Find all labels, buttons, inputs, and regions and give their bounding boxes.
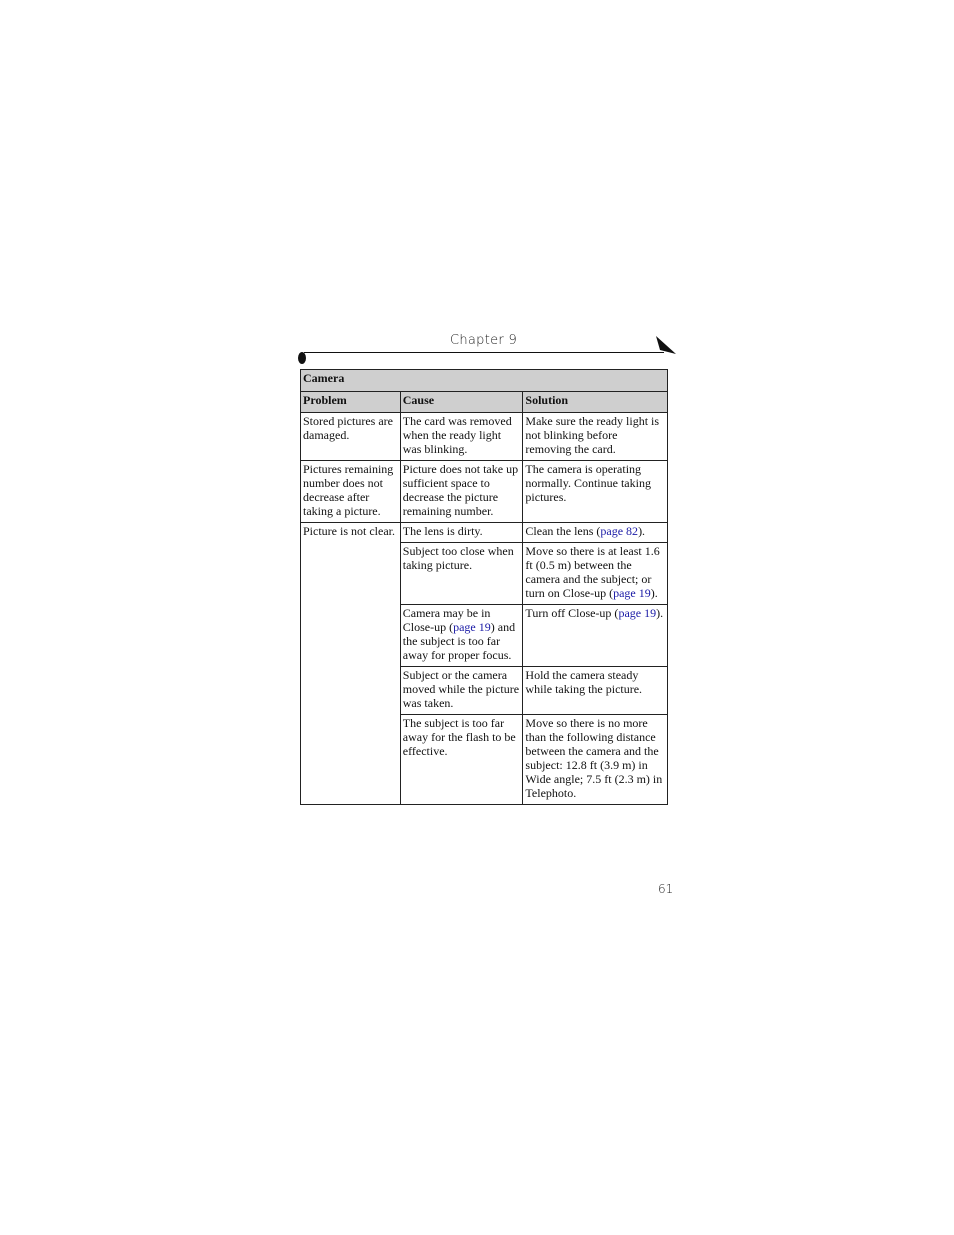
solution-text: ). bbox=[650, 586, 658, 600]
solution-text: Clean the lens ( bbox=[525, 524, 601, 538]
solution-cell bbox=[523, 543, 668, 605]
cause-cell: The subject is too far away for the flash to be effective. bbox=[400, 715, 523, 805]
problem-cell: Picture is not clear. bbox=[301, 523, 401, 805]
table-row bbox=[301, 413, 668, 461]
solution-text: Turn off Close-up ( bbox=[525, 606, 619, 620]
cause-cell bbox=[400, 605, 523, 667]
cause-text: Camera may be in Close-up ( bbox=[402, 606, 491, 634]
column-header-cause: Cause bbox=[400, 392, 523, 413]
solution-cell: Make sure the ready light is not blinking before removing the card. bbox=[523, 413, 668, 461]
troubleshooting-table bbox=[300, 369, 668, 805]
cause-cell: Subject too close when taking picture. bbox=[400, 543, 523, 605]
problem-cell: Pictures remaining number does not decrease after taking a picture. bbox=[301, 461, 401, 523]
cause-cell: The lens is dirty. bbox=[400, 523, 523, 543]
header-rule bbox=[304, 352, 664, 353]
problem-cell: Stored pictures are damaged. bbox=[301, 413, 401, 461]
solution-text: Move so there is at least 1.6 ft (0.5 m) between the camera and the subject; or turn on Close-up ( bbox=[525, 544, 660, 600]
cause-cell: Subject or the camera moved while the picture was taken. bbox=[400, 667, 523, 715]
cause-text: ) and the subject is too far away for proper focus. bbox=[402, 620, 516, 662]
solution-cell: The camera is operating normally. Continue taking pictures. bbox=[523, 461, 668, 523]
column-header-problem: Problem bbox=[301, 392, 401, 413]
page-link[interactable]: page 82 bbox=[600, 524, 639, 538]
table-row bbox=[301, 523, 668, 543]
cause-cell: Picture does not take up sufficient space to decrease the picture remaining number. bbox=[400, 461, 523, 523]
solution-cell: Hold the camera steady while taking the picture. bbox=[523, 667, 668, 715]
table-section-row bbox=[301, 370, 668, 392]
header-arrow-icon bbox=[656, 336, 676, 356]
solution-text: ). bbox=[656, 606, 664, 620]
table-header-row bbox=[301, 392, 668, 413]
chapter-title: Chapter 9 bbox=[450, 333, 518, 348]
page-link[interactable]: page 19 bbox=[618, 606, 657, 620]
page-link[interactable]: page 19 bbox=[453, 620, 491, 634]
cause-cell: The card was removed when the ready light was blinking. bbox=[400, 413, 523, 461]
solution-cell bbox=[523, 605, 668, 667]
column-header-solution: Solution bbox=[523, 392, 668, 413]
page-header bbox=[298, 330, 678, 360]
section-title: Camera bbox=[301, 370, 668, 392]
solution-cell bbox=[523, 523, 668, 543]
solution-text: ). bbox=[638, 524, 646, 538]
page-link[interactable]: page 19 bbox=[613, 586, 651, 600]
table-row bbox=[301, 461, 668, 523]
solution-cell: Move so there is no more than the following distance between the camera and the subject: 12.8 ft (3.9 m) in Wide angle; 7.5 ft (2.3 m) in Telephoto. bbox=[523, 715, 668, 805]
header-bullet-icon bbox=[298, 352, 306, 364]
page-number: 61 bbox=[658, 882, 674, 896]
